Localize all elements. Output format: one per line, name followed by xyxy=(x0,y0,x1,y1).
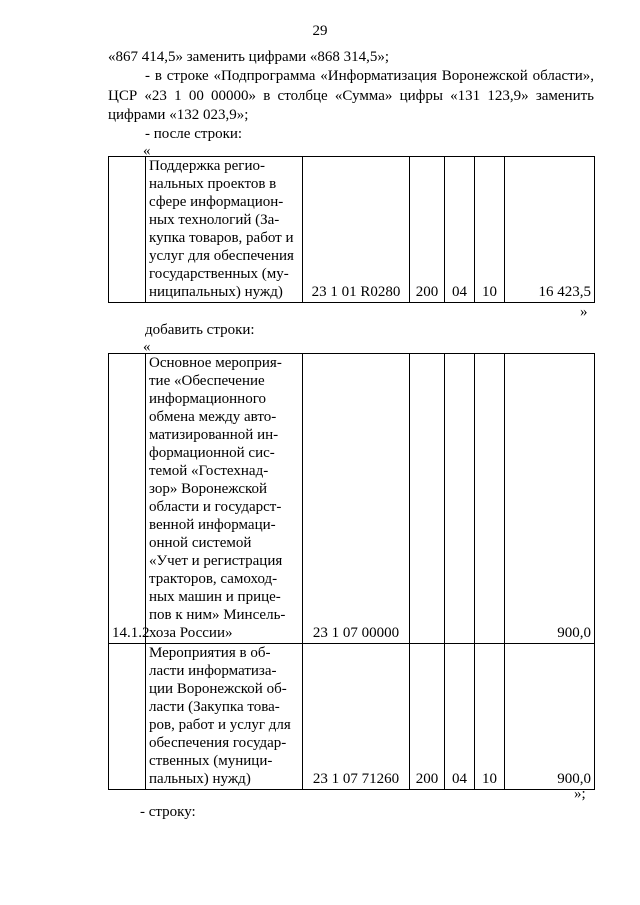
name-line: тие «Обеспечение xyxy=(149,373,265,389)
name-line: государственных (му- xyxy=(149,266,289,282)
open-quote-1: « xyxy=(143,143,151,159)
rz-cell: 04 xyxy=(445,157,475,303)
table-row xyxy=(109,157,595,303)
name-line: пов к ним» Минсель- xyxy=(149,607,286,623)
sum-cell: 16 423,5 xyxy=(505,157,595,303)
sum-cell: 900,0 xyxy=(505,354,595,644)
vr-cell: 200 xyxy=(410,644,445,790)
name-line: тракторов, самоход- xyxy=(149,571,278,587)
csr-cell: 23 1 07 00000 xyxy=(303,354,410,644)
intro-line-1: «867 414,5» заменить цифрами «868 314,5»; xyxy=(108,49,390,65)
row-name-cell xyxy=(146,644,303,790)
sum-cell: 900,0 xyxy=(505,644,595,790)
csr-cell: 23 1 07 71260 xyxy=(303,644,410,790)
vr-cell: 200 xyxy=(410,157,445,303)
vr-cell xyxy=(410,354,445,644)
intro-line-3: ЦСР «23 1 00 00000» в столбце «Сумма» цифры «131 123,9» заменить xyxy=(108,88,594,104)
table-row xyxy=(109,644,595,790)
name-line: темой «Гостехнад- xyxy=(149,463,269,479)
rz-cell: 04 xyxy=(445,644,475,790)
name-line: сфере информацион- xyxy=(149,194,284,210)
name-line: обмена между авто- xyxy=(149,409,277,425)
last-line: - строку: xyxy=(140,804,196,820)
row-number-cell xyxy=(109,157,146,303)
page-number: 29 xyxy=(312,23,328,39)
name-line: «Учет и регистрация xyxy=(149,553,283,569)
name-line: ниципальных) нужд) xyxy=(149,284,283,300)
row-name-cell xyxy=(146,354,303,644)
table-before-row xyxy=(108,156,595,303)
row-number-cell xyxy=(109,644,146,790)
name-line: ных технологий (За- xyxy=(149,212,280,228)
name-line: Мероприятия в об- xyxy=(149,645,271,661)
name-line: ции Воронежской об- xyxy=(149,681,287,697)
name-line: матизированной ин- xyxy=(149,427,279,443)
table-row xyxy=(109,354,595,644)
close-quote-1: » xyxy=(580,304,588,320)
pr-cell xyxy=(475,354,505,644)
open-quote-2: « xyxy=(143,339,151,355)
name-line: пальных) нужд) xyxy=(149,771,251,787)
name-line: информационного xyxy=(149,391,266,407)
intro-line-4: цифрами «132 023,9»; xyxy=(108,107,249,123)
table-added-rows xyxy=(108,353,595,790)
name-line: услуг для обеспечения xyxy=(149,248,294,264)
row-number-cell: 14.1.2 xyxy=(109,354,146,644)
name-line: области и государст- xyxy=(149,499,282,515)
intro-line-2: - в строке «Подпрограмма «Информатизация Воронежской области», xyxy=(145,68,594,84)
pr-cell: 10 xyxy=(475,157,505,303)
name-line: хоза России» xyxy=(149,625,233,641)
name-line: зор» Воронежской xyxy=(149,481,268,497)
name-line: обеспечения государ- xyxy=(149,735,287,751)
rz-cell xyxy=(445,354,475,644)
name-line: нальных проектов в xyxy=(149,176,277,192)
name-line: ласти (Закупка това- xyxy=(149,699,280,715)
name-line: Основное мероприя- xyxy=(149,355,282,371)
pr-cell: 10 xyxy=(475,644,505,790)
name-line: ров, работ и услуг для xyxy=(149,717,291,733)
name-line: купка товаров, работ и xyxy=(149,230,294,246)
name-line: ных машин и прице- xyxy=(149,589,281,605)
close-quote-2: »; xyxy=(574,786,586,802)
name-line: ственных (муници- xyxy=(149,753,273,769)
name-line: венной информаци- xyxy=(149,517,276,533)
row-name-cell xyxy=(146,157,303,303)
name-line: Поддержка регио- xyxy=(149,158,265,174)
name-line: формационной сис- xyxy=(149,445,275,461)
name-line: онной системой xyxy=(149,535,252,551)
intro-line-5: - после строки: xyxy=(145,126,243,142)
csr-cell: 23 1 01 R0280 xyxy=(303,157,410,303)
add-rows-text: добавить строки: xyxy=(145,322,255,338)
name-line: ласти информатиза- xyxy=(149,663,277,679)
